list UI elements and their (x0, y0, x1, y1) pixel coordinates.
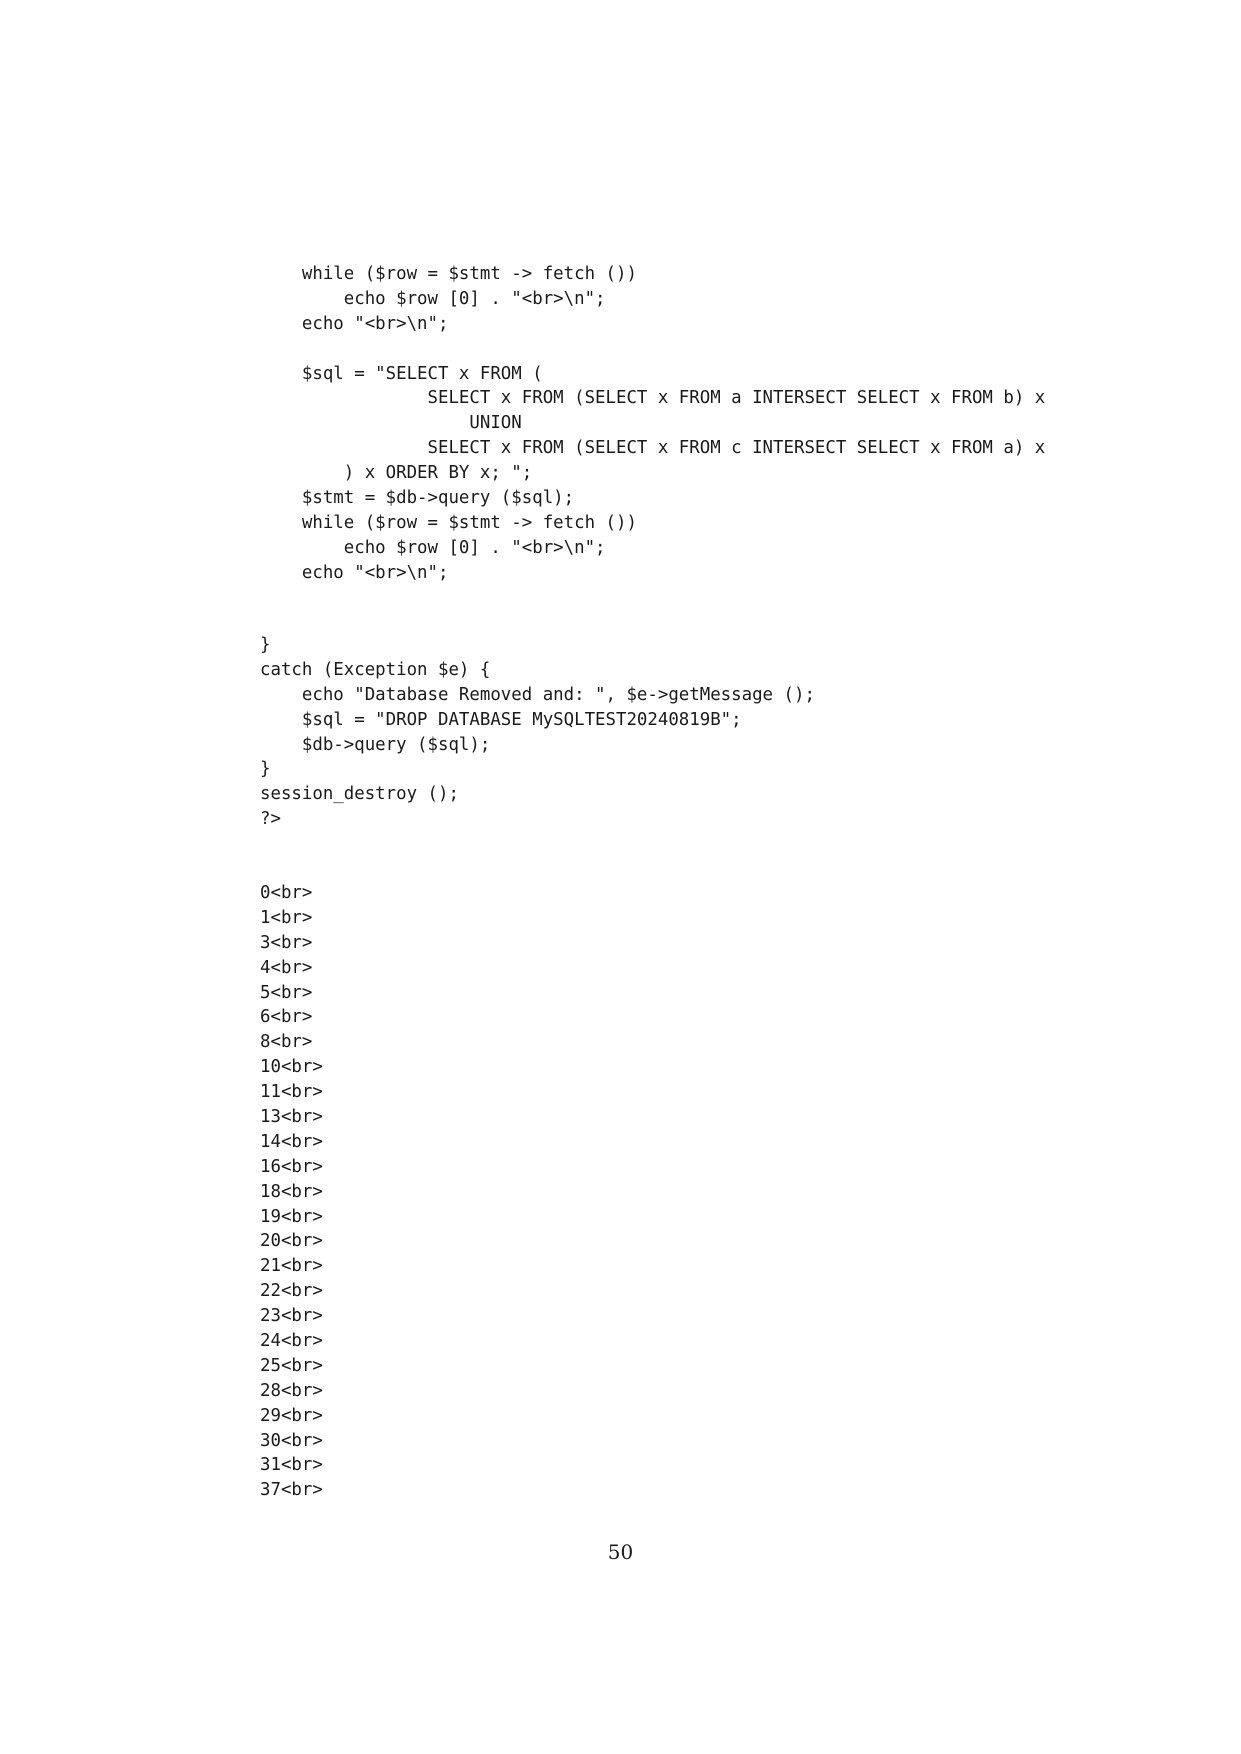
code-line: ?> (260, 809, 281, 830)
output-line: 30<br> (260, 1430, 323, 1451)
output-line: 37<br> (260, 1480, 323, 1501)
code-line: } (260, 759, 271, 780)
output-line: 29<br> (260, 1405, 323, 1426)
code-line: echo "<br>\n"; (260, 562, 449, 583)
code-line: SELECT x FROM (SELECT x FROM c INTERSECT SELECT x FROM a) x (260, 438, 1046, 459)
code-line (260, 337, 1045, 362)
output-line: 21<br> (260, 1256, 323, 1277)
output-line: 3<br> (260, 932, 313, 953)
code-line: UNION (260, 413, 522, 434)
code-line: while ($row = $stmt -> fetch ()) (260, 264, 637, 284)
code-line: SELECT x FROM (SELECT x FROM a INTERSECT SELECT x FROM b) x (260, 388, 1046, 409)
output-line: 28<br> (260, 1380, 323, 1401)
output-line: 11<br> (260, 1082, 323, 1103)
output-line: 6<br> (260, 1007, 313, 1028)
code-line: echo "<br>\n"; (260, 313, 449, 334)
output-line: 22<br> (260, 1281, 323, 1302)
output-line: 16<br> (260, 1156, 323, 1177)
output-line: 5<br> (260, 982, 313, 1003)
code-line: } (260, 635, 271, 655)
code-line: $db->query ($sql); (260, 734, 491, 755)
output-line: 20<br> (260, 1231, 323, 1252)
output-line: 31<br> (260, 1455, 323, 1476)
program-output (260, 881, 323, 1503)
code-line: ) x ORDER BY x; "; (260, 463, 533, 484)
code-line: echo $row [0] . "<br>\n"; (260, 537, 606, 558)
code-listing-catch (260, 633, 815, 832)
code-line: session_destroy (); (260, 784, 459, 805)
code-line: while ($row = $stmt -> fetch ()) (260, 512, 637, 533)
output-line: 0<br> (260, 883, 313, 903)
code-line: echo $row [0] . "<br>\n"; (260, 288, 606, 309)
code-line: $stmt = $db->query ($sql); (260, 488, 575, 509)
output-line: 18<br> (260, 1181, 323, 1202)
output-line: 13<br> (260, 1107, 323, 1128)
output-line: 14<br> (260, 1131, 323, 1152)
output-line: 23<br> (260, 1306, 323, 1327)
output-line: 25<br> (260, 1355, 323, 1376)
output-line: 19<br> (260, 1206, 323, 1227)
output-line: 8<br> (260, 1032, 313, 1053)
page-number: 50 (607, 1540, 634, 1564)
code-line: echo "Database Removed and: ", $e->getMessage (); (260, 684, 815, 705)
output-line: 24<br> (260, 1331, 323, 1352)
code-listing-query (260, 262, 1045, 586)
output-line: 10<br> (260, 1057, 323, 1078)
output-line: 4<br> (260, 957, 313, 978)
output-line: 1<br> (260, 907, 313, 928)
code-line: catch (Exception $e) { (260, 659, 491, 680)
code-line: $sql = "SELECT x FROM ( (260, 363, 543, 384)
code-line: $sql = "DROP DATABASE MySQLTEST20240819B"; (260, 709, 742, 730)
